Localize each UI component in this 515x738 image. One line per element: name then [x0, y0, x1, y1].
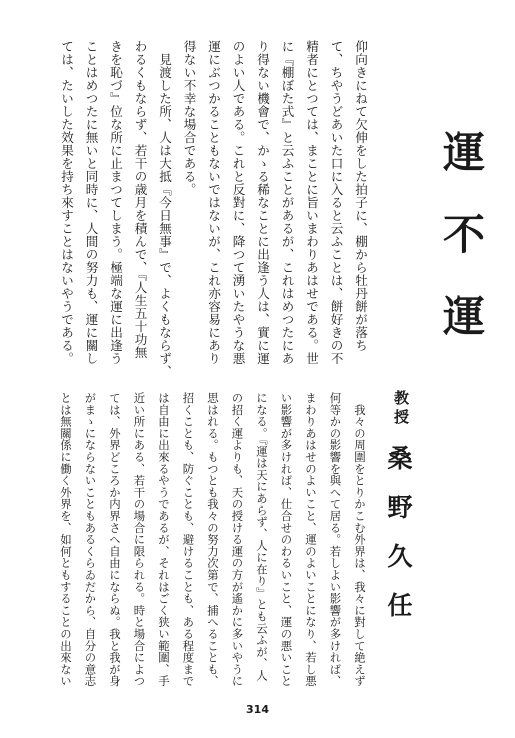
text-line: ことはめつたに無いと同時に、人間の努力も、運に關し [83, 40, 99, 365]
text-line: きを恥づ』位な所に止まつてしまう。極端な運に出逢う [108, 40, 123, 365]
text-line: り得ない機會で、かゝる稀なことに出逢う人は、實に運 [255, 40, 270, 365]
text-line: の招く運よりも、天の授ける運の方が遙かに多いやうに [230, 392, 245, 687]
text-line: に『棚ぼた式』と云ふことがあるが、これはめつたにあ [279, 40, 295, 365]
text-line: 招くことも、防ぐことも、避けることも、ある程度まで [181, 392, 196, 687]
text-line: わるくもならず、若干の歳月を積んで、『人生五十功無 [132, 40, 148, 359]
text-line: 何等かの影響を與へて居る。若しよい影響が多ければ、 [328, 392, 343, 687]
text-line: 我々の周圍をとりかこむ外界は、我々に對して絶えず [353, 392, 367, 687]
text-line: まわりあはせのよいこと、運のよいことになり、若し悪 [304, 392, 318, 687]
text-line: て、ちやうどあいた口に入ると云ふことは、餅好きの不 [328, 40, 344, 365]
right-paragraph [52, 392, 372, 688]
text-line: がまゝにならないこともあるくらゐだから、自分の意志 [83, 392, 98, 687]
page-number: 314 [246, 703, 269, 716]
text-line: 仰向きにねて欠伸をした拍子に、棚から牡丹餅が落ち [353, 40, 368, 352]
text-line: 得ない不幸な場合である。 [181, 40, 197, 196]
author-name: 桑野久任 [384, 445, 413, 641]
text-line: になる。『運は天にあらず、人に在り』とも云ふが、人 [255, 392, 269, 682]
text-line: 見渡した所、人は大抵『今日無事』で、よくもならず、 [157, 40, 172, 378]
text-line: 運にぶつかることもないではないが、これ亦容易にあり [206, 40, 221, 365]
text-line: は自由に出來るやうであるが、それはごく狭い範圍、手 [157, 392, 171, 687]
text-line: い影響が多ければ、仕合せのわるいこと、運の悪いこと [279, 392, 294, 687]
text-line: 精者にとつては、まことに旨いまわりあはせである。世 [304, 40, 319, 365]
text-line: 近い所にある、若干の場合に限られる。時と場合によつ [132, 392, 147, 687]
author-role: 教授 [392, 390, 410, 428]
article-title: 運不運 [437, 130, 486, 376]
text-line: とは無關係に働く外界を、如何ともすることの出來ない [59, 392, 73, 687]
text-line: のよい人である。これと反對に、降つて湧いたやうな悪 [230, 40, 246, 365]
left-paragraph [52, 40, 372, 380]
text-line: ては、外界どころか内界さへ自由にならぬ。我と我が身 [108, 392, 122, 687]
text-line: ては、たいした效果を持ち來すことはないやうである。 [59, 40, 74, 365]
text-line: 思はれる。もつとも我々の努力次第で、捕へることも、 [206, 392, 220, 687]
